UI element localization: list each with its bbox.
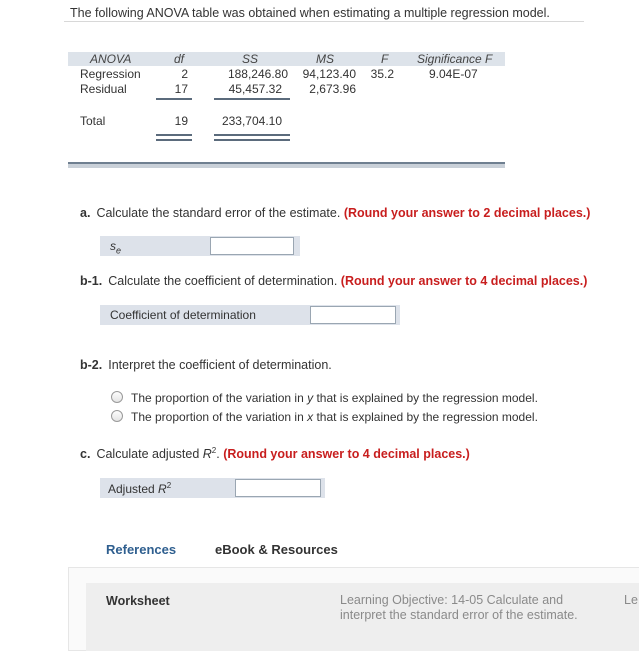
tab-references[interactable]: References <box>106 542 177 557</box>
df-underline <box>156 98 192 100</box>
header-ss: SS <box>242 52 259 66</box>
regression-label: Regression <box>80 67 141 81</box>
question-b1-label: b-1. <box>80 274 103 288</box>
question-c-label: c. <box>80 447 91 462</box>
option-x-label[interactable]: The proportion of the variation in x that is explained by the regression model. <box>131 410 538 424</box>
header-df: df <box>174 52 185 66</box>
question-a <box>80 206 590 220</box>
table-bottom-bar <box>68 162 505 168</box>
residual-label: Residual <box>80 82 127 96</box>
anova-table <box>68 52 505 168</box>
coefficient-label: Coefficient of determination <box>110 308 256 322</box>
intro-text: The following ANOVA table was obtained when estimating a multiple regression model. <box>70 6 550 20</box>
question-b2 <box>80 358 332 372</box>
question-c-text: Calculate adjusted $R^2$. <box>96 446 220 462</box>
regression-f: 35.2 <box>370 67 394 81</box>
se-label: $s_e$ <box>110 239 122 256</box>
ss-underline <box>214 98 290 100</box>
residual-ss: 45,457.32 <box>228 82 282 96</box>
coefficient-input[interactable] <box>310 306 396 324</box>
worksheet-label: Worksheet <box>106 594 170 608</box>
adjusted-r2-input[interactable] <box>235 479 321 497</box>
top-divider <box>64 21 584 22</box>
next-learning-objective-text: Le <box>624 593 638 607</box>
adjusted-r2-field-row <box>100 478 325 498</box>
total-df: 19 <box>174 114 188 128</box>
regression-ss: 188,246.80 <box>227 67 288 81</box>
question-a-text: Calculate the standard error of the estimate. <box>96 206 341 220</box>
df-total-rule-1 <box>156 134 192 136</box>
learning-objective-text: Learning Objective: 14-05 Calculate and interpret the standard error of the estimate. <box>340 593 578 622</box>
tab-ebook-resources[interactable]: eBook & Resources <box>215 542 338 557</box>
question-c-instruction: (Round your answer to 4 decimal places.) <box>223 447 470 462</box>
se-field-row <box>100 236 300 256</box>
question-c <box>80 446 470 461</box>
question-b1 <box>80 274 587 288</box>
question-b1-text: Calculate the coefficient of determination. <box>108 274 338 288</box>
total-ss: 233,704.10 <box>221 114 282 128</box>
option-y-label[interactable]: The proportion of the variation in y that is explained by the regression model. <box>131 391 538 405</box>
question-b2-text: Interpret the coefficient of determination. <box>108 358 332 372</box>
residual-df: 17 <box>174 82 188 96</box>
question-b2-label: b-2. <box>80 358 103 372</box>
header-f: F <box>381 52 389 66</box>
regression-significance-f: 9.04E-07 <box>429 67 478 81</box>
question-b1-instruction: (Round your answer to 4 decimal places.) <box>340 274 588 288</box>
adjusted-r2-label: Adjusted $R^2$ <box>108 481 172 496</box>
header-ms: MS <box>316 52 334 66</box>
header-significance-f: Significance F <box>417 52 493 66</box>
coefficient-field-row <box>100 305 400 325</box>
ss-total-rule-2 <box>214 139 290 141</box>
df-total-rule-2 <box>156 139 192 141</box>
regression-ms: 94,123.40 <box>302 67 356 81</box>
question-a-label: a. <box>80 206 91 220</box>
regression-df: 2 <box>181 67 188 81</box>
residual-ms: 2,673.96 <box>309 82 356 96</box>
option-y-radio[interactable] <box>111 391 123 403</box>
total-label: Total <box>80 114 106 128</box>
question-a-instruction: (Round your answer to 2 decimal places.) <box>343 206 591 220</box>
se-input[interactable] <box>210 237 294 255</box>
header-anova: ANOVA <box>90 52 132 66</box>
option-x-radio[interactable] <box>111 410 123 422</box>
ss-total-rule-1 <box>214 134 290 136</box>
